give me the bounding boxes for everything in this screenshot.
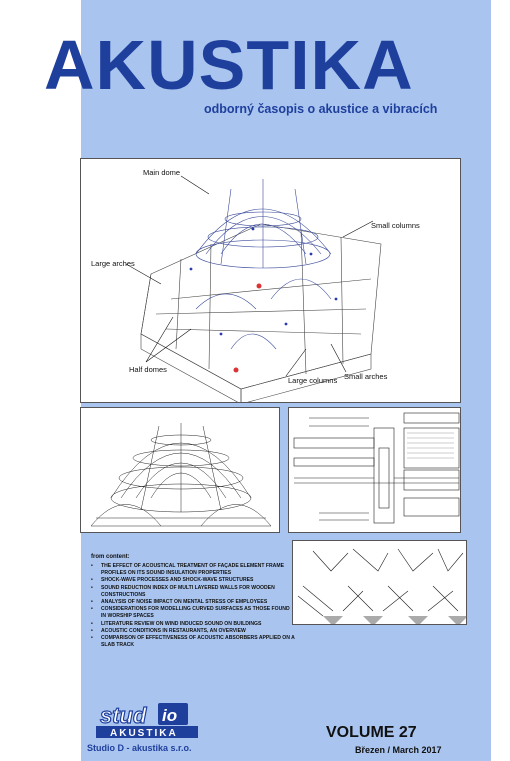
ray-diagrams-drawing (293, 541, 467, 625)
journal-subtitle: odborný časopis o akustice a vibracích (204, 102, 438, 116)
label-large-arches: Large arches (91, 259, 135, 268)
contents-item: • CONSIDERATIONS FOR MODELLING CURVED SURFACES AS THOSE FOUND IN WORSHIP SPACES (91, 606, 296, 620)
label-main-dome: Main dome (143, 168, 181, 177)
issue-date: Březen / March 2017 (355, 745, 442, 755)
contents-list (91, 554, 296, 649)
contents-item: • ANALYSIS OF NOISE IMPACT ON MENTAL STRESS OF EMPLOYEES (91, 599, 296, 606)
label-half-domes: Half domes (129, 365, 167, 374)
contents-item: • THE EFFECT OF ACOUSTICAL TREATMENT OF FAÇADE ELEMENT FRAME PROFILES ON ITS SOUND INSULATION PROPERTIES (91, 563, 296, 577)
figure-dome-wireframe (80, 407, 280, 533)
contents-item: • ACOUSTIC CONDITIONS IN RESTAURANTS, AN OVERVIEW (91, 628, 296, 635)
contents-item: • SHOCK-WAVE PROCESSES AND SHOCK-WAVE STRUCTURES (91, 577, 296, 584)
logo-word-io: io (162, 706, 178, 725)
contents-item: • LITERATURE REVIEW ON WIND INDUCED SOUND ON BUILDINGS (91, 621, 296, 628)
contents-item: • COMPARISON OF EFFECTIVENESS OF ACOUSTIC ABSORBERS APPLIED ON A SLAB TRACK (91, 635, 296, 649)
figure-mosque-wireframe (80, 158, 461, 403)
dome-wireframe-drawing (81, 408, 280, 533)
issue-volume: VOLUME 27 (326, 724, 417, 741)
label-small-arches: Small arches (344, 372, 388, 381)
publisher-name: Studio D - akustika s.r.o. (87, 743, 192, 753)
contents-items (91, 563, 296, 649)
contents-item: • SOUND REDUCTION INDEX OF MULTI LAYERED WALLS FOR WOODEN CONSTRUCTIONS (91, 585, 296, 599)
journal-title: AKUSTIKA (44, 26, 414, 104)
figure-ray-diagrams (292, 540, 467, 625)
studio-d-logo-mark (88, 703, 208, 739)
logo-word-akustika: AKUSTIKA (110, 728, 178, 739)
logo-word-stud: stud (100, 703, 147, 728)
label-small-columns: Small columns (371, 221, 420, 230)
contents-heading: from content: (91, 554, 130, 560)
construction-detail-drawing (289, 408, 461, 533)
studio-d-logo (88, 703, 208, 739)
label-large-columns: Large columns (288, 376, 338, 385)
figure-construction-detail (288, 407, 461, 533)
